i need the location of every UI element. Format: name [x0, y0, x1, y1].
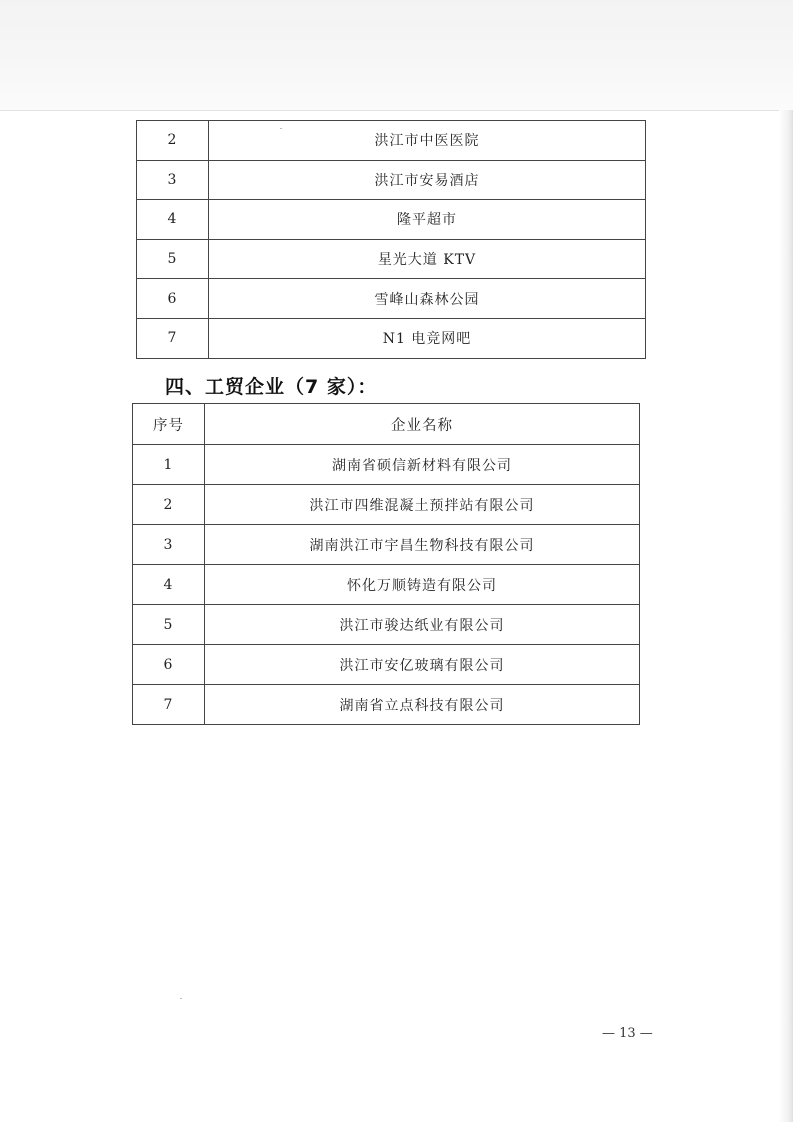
scan-speck — [180, 998, 182, 999]
row-name: 湖南洪江市宇昌生物科技有限公司 — [205, 525, 640, 565]
table-row — [133, 645, 640, 685]
row-name: 洪江市骏达纸业有限公司 — [205, 605, 640, 645]
table-row — [133, 445, 640, 485]
row-index: 2 — [133, 485, 205, 525]
row-index: 5 — [133, 605, 205, 645]
header-index: 序号 — [133, 404, 205, 445]
scan-shadow-top — [0, 0, 793, 110]
row-index: 4 — [133, 565, 205, 605]
table-row — [137, 200, 646, 240]
table-row — [137, 121, 646, 161]
venue-table — [136, 120, 646, 359]
row-index: 6 — [137, 279, 209, 319]
table-row — [133, 565, 640, 605]
row-name: 洪江市安易酒店 — [209, 160, 646, 200]
row-index: 3 — [133, 525, 205, 565]
row-index: 4 — [137, 200, 209, 240]
scan-divider — [0, 110, 793, 111]
row-index: 2 — [137, 121, 209, 161]
header-name: 企业名称 — [205, 404, 640, 445]
table-row — [133, 605, 640, 645]
section-heading: 四、工贸企业（7 家）： — [165, 376, 378, 398]
row-index: 5 — [137, 239, 209, 279]
table-row — [137, 279, 646, 319]
table-row — [133, 685, 640, 725]
page-number: — 13 — — [602, 1026, 653, 1041]
row-name: 星光大道 KTV — [209, 239, 646, 279]
table-row — [137, 160, 646, 200]
table-row — [137, 239, 646, 279]
row-name: 洪江市四维混凝土预拌站有限公司 — [205, 485, 640, 525]
row-index: 6 — [133, 645, 205, 685]
row-name: 怀化万顺铸造有限公司 — [205, 565, 640, 605]
row-name: 洪江市中医医院 — [209, 121, 646, 161]
table-row — [133, 485, 640, 525]
scan-speck — [280, 128, 282, 129]
row-index: 7 — [137, 318, 209, 358]
row-index: 7 — [133, 685, 205, 725]
row-name: 洪江市安亿玻璃有限公司 — [205, 645, 640, 685]
scan-shadow-right — [779, 110, 793, 1122]
row-name: 湖南省硕信新材料有限公司 — [205, 445, 640, 485]
table-header-row — [133, 404, 640, 445]
table-row — [133, 525, 640, 565]
table-row — [137, 318, 646, 358]
row-name: 雪峰山森林公园 — [209, 279, 646, 319]
row-index: 3 — [137, 160, 209, 200]
row-name: N1 电竞网吧 — [209, 318, 646, 358]
row-name: 湖南省立点科技有限公司 — [205, 685, 640, 725]
enterprise-table — [132, 403, 640, 725]
row-name: 隆平超市 — [209, 200, 646, 240]
row-index: 1 — [133, 445, 205, 485]
